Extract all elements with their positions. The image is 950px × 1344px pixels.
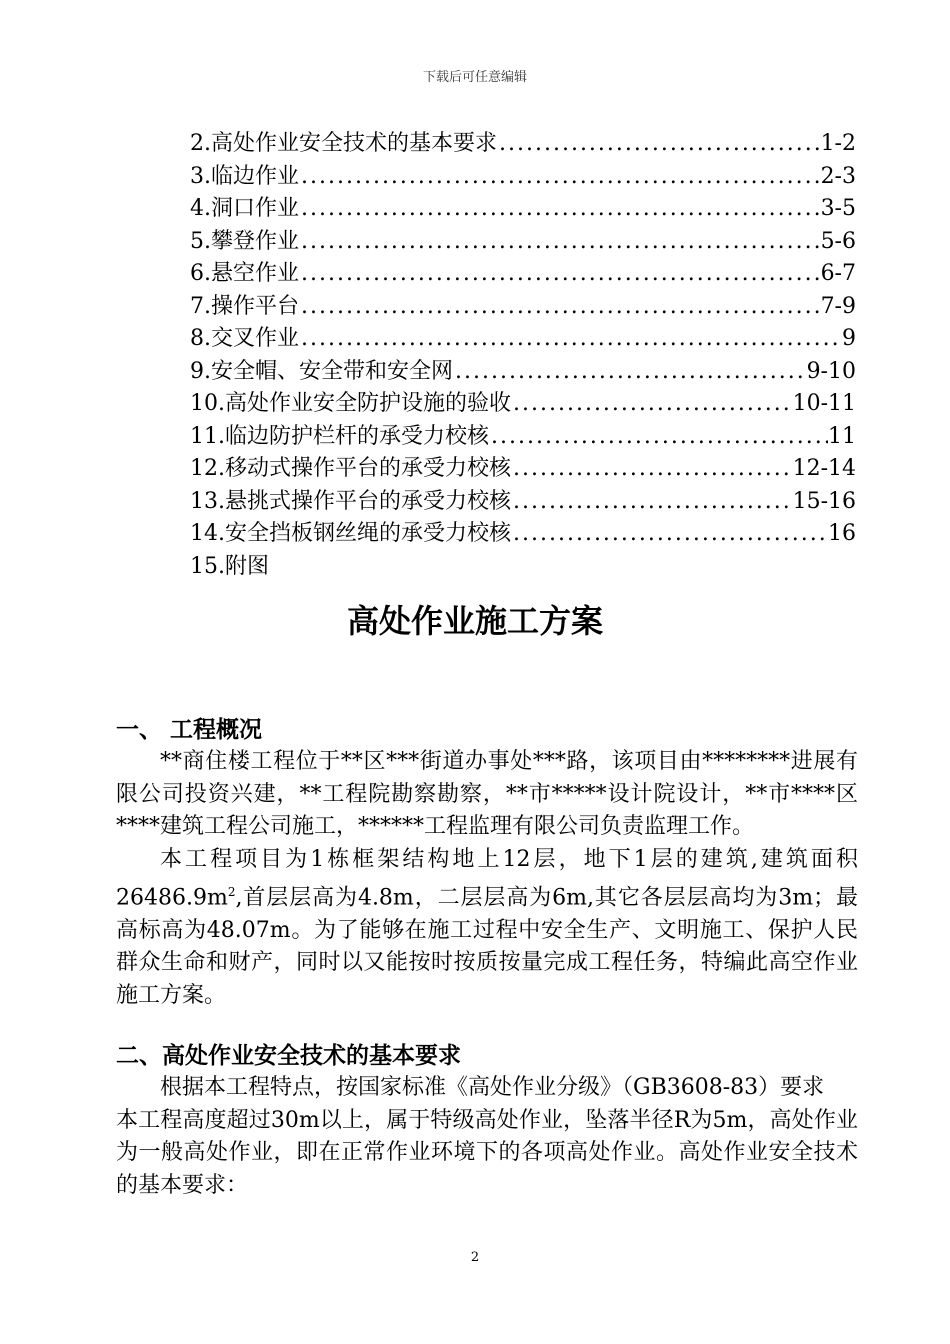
section-overview [116,714,858,1012]
overview-paragraph-1: **商住楼工程位于**区***街道办事处***路，该项目由********进展有限公司投资兴建，**工程院勘察勘察，**市*****设计院设计，**市****区****建筑工程公司施工，******工程监理有限公司负责监理工作。 [116,749,858,839]
toc-entry-title: 10.高处作业安全防护设施的验收 [190,391,511,416]
toc-entry [190,356,856,389]
section-requirements [116,1040,858,1202]
toc-entry [190,388,856,421]
toc-entry-page: 3-5 [820,196,856,221]
toc-entry-title: 8.交叉作业 [190,326,299,351]
toc-entry-page: 7-9 [820,293,856,319]
toc-leader-dots [511,518,828,551]
toc-entry-page: 12-14 [792,456,856,481]
toc-entry-title: 14.安全挡板钢丝绳的承受力校核 [190,521,511,546]
toc-entry [190,323,856,356]
toc-leader-dots [299,161,821,194]
toc-leader-dots [489,421,828,454]
toc-entry-title: 4.洞口作业 [190,196,299,221]
toc-entry-page: 11 [828,423,856,449]
toc-entry-title: 12.移动式操作平台的承受力校核 [190,456,511,481]
toc-entry-title: 7.操作平台 [190,293,299,319]
toc-entry-title: 11.临边防护栏杆的承受力校核 [190,423,489,449]
toc-entry-page: 5-6 [820,228,856,254]
toc-entry-title: 3.临边作业 [190,163,299,189]
overview-paragraph-2-a: 本工程项目为1栋框架结构地上12层，地下1层的建筑,建筑面积26486.9m [116,846,858,911]
toc-entry-page: 2-3 [820,163,856,189]
toc-entry [190,258,856,291]
toc-entry-page: 9 [842,326,856,351]
toc-entry-title: 2.高处作业安全技术的基本要求 [190,131,497,156]
toc-leader-dots [299,291,821,324]
toc-entry [190,551,856,584]
toc-entry-title: 5.攀登作业 [190,228,299,254]
document-title: 高处作业施工方案 [346,602,603,640]
toc-entry-page: 15-16 [792,488,856,514]
requirements-paragraph-2: 本工程高度超过30m以上，属于特级高处作业，坠落半径R为5m，高处作业为一般高处作业，即在正常作业环境下的各项高处作业。高处作业安全技术的基本要求： [116,1107,858,1198]
toc-entry [190,193,856,226]
toc-entry [190,453,856,486]
page-number: 2 [470,1250,480,1265]
overview-paragraph-2 [116,844,858,1013]
toc-entry [190,128,856,161]
toc-leader-dots [299,258,821,291]
toc-entry-page: 16 [828,521,856,546]
section-heading-overview: 一、 工程概况 [116,717,263,743]
toc-leader-dots [299,323,842,356]
toc-leader-dots [497,128,821,161]
section-heading-requirements: 二、高处作业安全技术的基本要求 [116,1043,461,1069]
toc-entry [190,161,856,194]
toc-entry-page: 9-10 [806,358,856,384]
toc-entry-page: 6-7 [820,261,856,286]
requirements-paragraph-1: 根据本工程特点，按国家标准《高处作业分级》（GB3608-83）要求 [160,1075,825,1100]
toc-leader-dots [299,193,821,226]
toc-entry-title: 9.安全帽、安全带和安全网 [190,358,453,384]
toc-entry [190,421,856,454]
page-header: 下载后可任意编辑 [422,70,527,85]
toc-entry [190,486,856,519]
toc-entry [190,518,856,551]
toc-leader-dots [511,388,793,421]
toc-entry-title: 15.附图 [190,553,269,579]
toc-entry [190,291,856,324]
toc-leader-dots [453,356,807,389]
toc-entry-page: 1-2 [820,131,856,156]
toc-entry-title: 13.悬挑式操作平台的承受力校核 [190,488,511,514]
toc-entry [190,226,856,259]
toc-leader-dots [511,486,793,519]
overview-paragraph-2-b: ,首层层高为4.8m，二层层高为6m,其它各层层高均为3m；最高标高为48.07m。为了能够在施工过程中安全生产、文明施工、保护人民群众生命和财产，同时以又能按时按质按量完成工程任务，特编此高空作业施工方案。 [116,885,858,1008]
superscript-2: 2 [227,885,236,899]
toc-leader-dots [511,453,793,486]
toc-entry-page: 10-11 [792,391,856,416]
table-of-contents [190,128,856,583]
toc-leader-dots [299,226,821,259]
toc-entry-title: 6.悬空作业 [190,261,299,286]
